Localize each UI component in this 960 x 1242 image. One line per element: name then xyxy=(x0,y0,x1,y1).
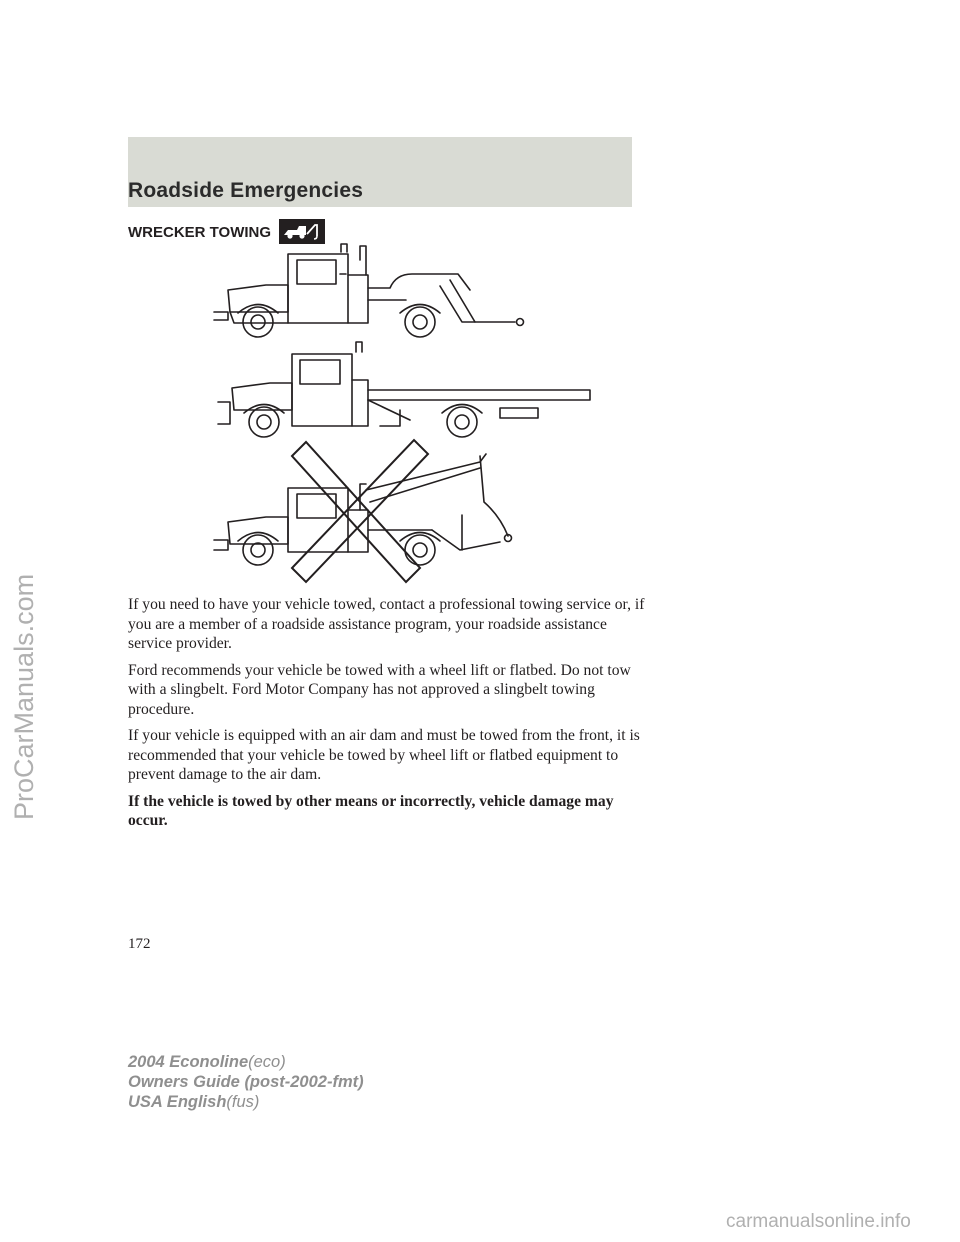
footer-guide: Owners Guide (post-2002-fmt) xyxy=(128,1073,364,1091)
body-text xyxy=(128,595,652,838)
paragraph: If you need to have your vehicle towed, contact a professional towing service or, if you are a member of a roadside assistance program, your roadside assistance service provider. xyxy=(128,596,645,652)
side-watermark: ProCarManuals.com xyxy=(9,573,39,820)
towing-methods-illustration xyxy=(200,240,600,585)
page-number: 172 xyxy=(128,936,151,952)
footer-model-code: (eco) xyxy=(248,1053,286,1071)
x-mark-icon xyxy=(292,440,428,582)
wheel-lift-truck xyxy=(214,244,524,337)
footer-language-code: (fus) xyxy=(226,1093,260,1111)
page-title: Roadside Emergencies xyxy=(128,179,364,202)
slingbelt-truck xyxy=(214,454,512,565)
paragraph: If your vehicle is equipped with an air dam and must be towed from the front, it is recommended that your vehicle be towed by wheel lift or flatbed equipment to prevent damage to the air dam. xyxy=(128,727,640,783)
flatbed-truck xyxy=(218,342,590,437)
footer-model: 2004 Econoline xyxy=(128,1053,249,1071)
paragraph: Ford recommends your vehicle be towed with a wheel lift or flatbed. Do not tow with a slingbelt. Ford Motor Company has not approved a slingbelt towing procedure. xyxy=(128,661,631,718)
warning-paragraph: If the vehicle is towed by other means or incorrectly, vehicle damage may occur. xyxy=(128,792,614,829)
document-footer xyxy=(128,1052,364,1112)
bottom-watermark: carmanualsonline.info xyxy=(726,1211,911,1232)
section-heading: WRECKER TOWING xyxy=(128,224,272,241)
footer-language: USA English xyxy=(128,1093,227,1111)
